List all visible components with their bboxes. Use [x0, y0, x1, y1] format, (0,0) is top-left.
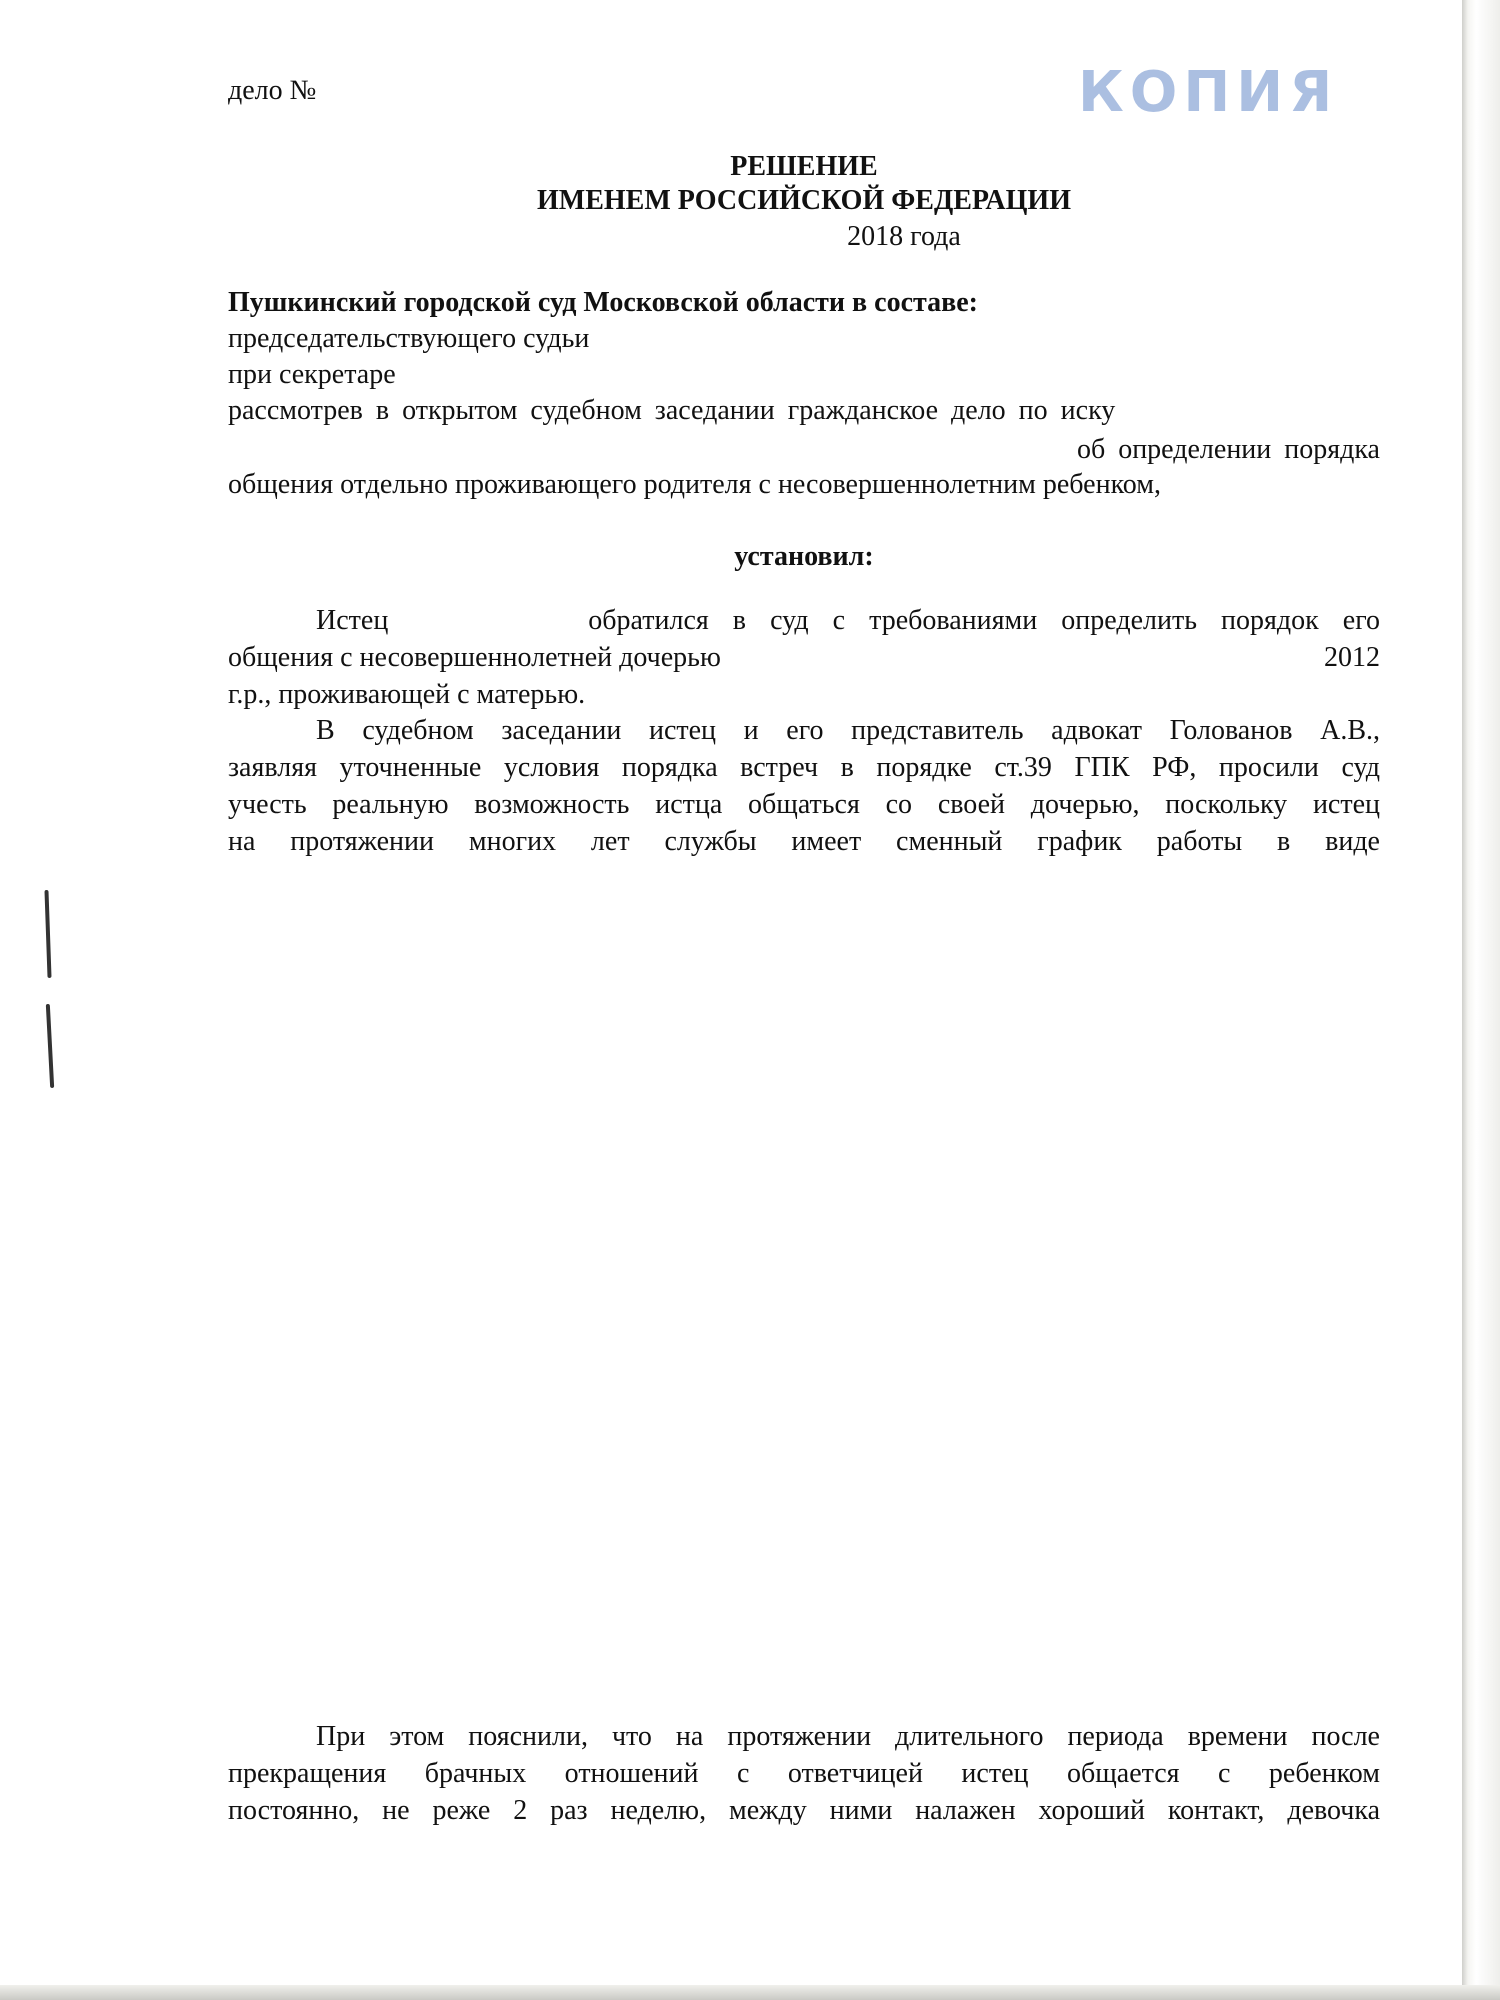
paragraph-line: [228, 712, 1380, 749]
plaintiff-word: Истец: [316, 605, 389, 636]
case-number: дело №: [228, 75, 317, 106]
copy-stamp: КОПИЯ: [1078, 60, 1339, 125]
paragraph-text: При этом пояснили, что на протяжении длительного периода времени после: [316, 1721, 1380, 1752]
staple-mark: [46, 1004, 54, 1088]
claim-text: обратился в суд с требованиями определить порядок его: [588, 605, 1380, 636]
paragraph-explanation: [228, 1718, 1380, 1829]
court-composition: Пушкинский городской суд Московской области в составе:: [228, 287, 978, 318]
paragraph-line: прекращения брачных отношений с ответчицей истец общается с ребенком: [228, 1758, 1380, 1789]
case-considered-line: рассмотрев в открытом судебном заседании гражданское дело по иску: [228, 395, 1116, 426]
bottom-page-edge: [0, 1985, 1500, 2000]
paragraph-claim: [228, 602, 1380, 713]
paragraph-line: [228, 1718, 1380, 1755]
established-heading: установил:: [734, 541, 874, 572]
paragraph-line: [228, 639, 1380, 676]
birth-year: 2012: [1324, 642, 1380, 673]
paragraph-hearing: [228, 712, 1380, 860]
staple-mark: [44, 890, 51, 978]
paragraph-line: постоянно, не реже 2 раз неделю, между ними налажен хороший контакт, девочка: [228, 1795, 1380, 1826]
determination-line: об определении порядка: [1076, 434, 1380, 465]
paragraph-line: на протяжении многих лет службы имеет сменный график работы в виде: [228, 826, 1380, 857]
document-subtitle: ИМЕНЕМ РОССИЙСКОЙ ФЕДЕРАЦИИ: [537, 185, 1071, 216]
document-date: 2018 года: [847, 221, 961, 252]
underlying-page-edge: [1462, 0, 1500, 2000]
paragraph-line: заявляя уточненные условия порядка встреч в порядке ст.39 ГПК РФ, просили суд: [228, 752, 1380, 783]
paragraph-line: учесть реальную возможность истца общаться со своей дочерью, поскольку истец: [228, 789, 1380, 820]
communication-line: общения отдельно проживающего родителя с несовершеннолетним ребенком,: [228, 469, 1161, 500]
presiding-judge-line: председательствующего судьи: [228, 323, 590, 354]
daughter-text: общения с несовершеннолетней дочерью: [228, 642, 721, 673]
document-title: РЕШЕНИЕ: [730, 151, 878, 182]
paragraph-line: г.р., проживающей с матерью.: [228, 679, 586, 710]
paragraph-text: В судебном заседании истец и его представитель адвокат Голованов А.В.,: [316, 715, 1380, 746]
secretary-line: при секретаре: [228, 359, 396, 390]
paragraph-line: [228, 602, 1380, 639]
